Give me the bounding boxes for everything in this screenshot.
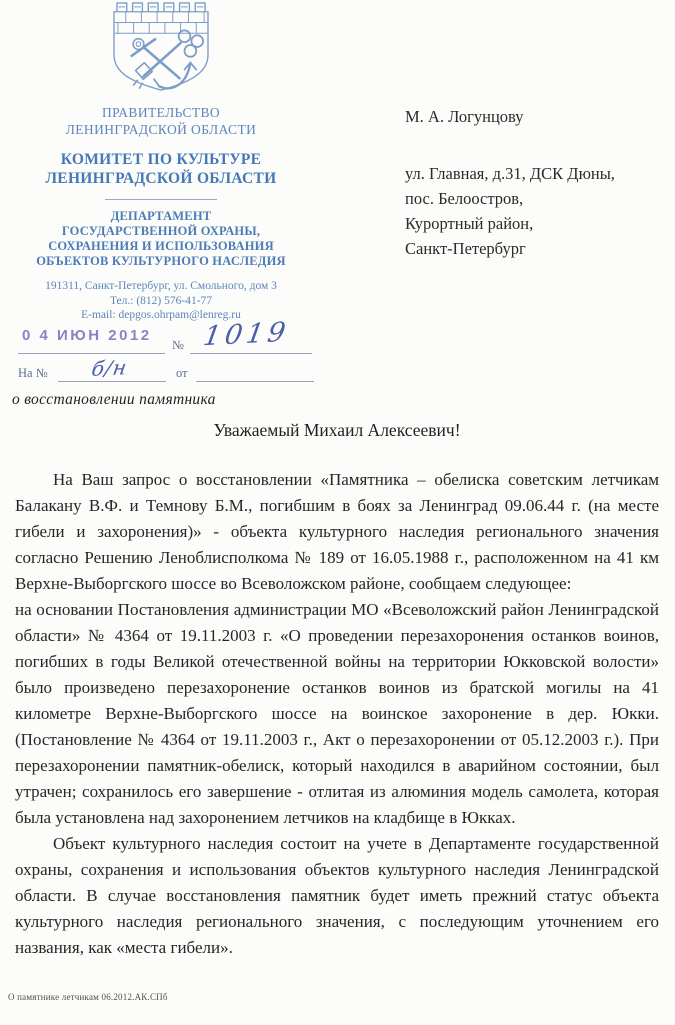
- date-stamp: 0 4 ИЮН 2012: [22, 327, 152, 344]
- letterhead-contact-block: [0, 279, 322, 323]
- committee-title-line2: ЛЕНИНГРАДСКОЙ ОБЛАСТИ: [45, 170, 277, 187]
- government-title-line1: ПРАВИТЕЛЬСТВО: [101, 105, 221, 120]
- date-underline: [18, 353, 165, 354]
- department-title-line3: СОХРАНЕНИЯ И ИСПОЛЬЗОВАНИЯ: [48, 239, 274, 253]
- recipient-address-line3: Курортный район,: [405, 214, 534, 233]
- recipient-block: [405, 105, 615, 261]
- letterhead-email: E-mail: depgos.ohrpam@lenreg.ru: [81, 309, 241, 321]
- committee-title: [0, 150, 322, 188]
- from-date-label: от: [176, 366, 188, 380]
- incoming-number-underline: [58, 381, 166, 382]
- incoming-number-label: На №: [18, 366, 48, 380]
- file-reference-note: О памятнике летчикам 06.2012.АК.СПб: [8, 992, 168, 1002]
- letterhead: [0, 0, 322, 323]
- committee-title-line1: КОМИТЕТ ПО КУЛЬТУРЕ: [60, 151, 262, 168]
- recipient-address-line4: Санкт-Петербург: [405, 239, 526, 258]
- department-title: [0, 209, 322, 269]
- from-date-underline: [196, 381, 314, 382]
- department-title-line4: ОБЪЕКТОВ КУЛЬТУРНОГО НАСЛЕДИЯ: [36, 254, 286, 268]
- handwritten-outgoing-number: 1019: [201, 316, 292, 353]
- body-paragraph-1: На Ваш запрос о восстановлении «Памятника – обелиска советским летчикам Балакану В.Ф. и Темнову Б.М., погибшим в боях за Ленинград 09.06.44 г. (на месте гибели и захоронения)» - объекта культурного наследия регионального значения согласно Решению Леноблисполкома № 189 от 16.05.1988 г., расположенном на 41 км Верхне-Выборгского шоссе во Всеволожском районе, сообщаем следующее:: [15, 470, 659, 593]
- subject-line: о восстановлении памятника: [12, 391, 216, 408]
- coat-of-arms-icon: [110, 0, 212, 94]
- department-title-line1: ДЕПАРТАМЕНТ: [110, 209, 212, 223]
- recipient-address: [405, 161, 615, 261]
- body-paragraph-2: на основании Постановления администрации МО «Всеволожский район Ленинградской области» № 4364 от 19.11.2003 г. «О проведении перезахоронения останков воинов, погибших в годы Великой отечественной войны на территории Юкковской волости» было произведено перезахоронение останков воинов из братской могилы на 41 километре Верхне-Выборгского шоссе на воинское захоронение в дер. Юкки. (Постановление № 4364 от 19.11.2003 г., Акт о перезахоронении от 05.12.2003 г.). При перезахоронении памятник-обелиск, который находился в аварийном состоянии, был утрачен; сохранилось его завершение - отлитая из алюминия модель самолета, которая была установлена над захоронением летчиков на кладбище в Юкках.: [15, 600, 659, 827]
- number-underline: [190, 353, 312, 354]
- recipient-name: М. А. Логунцову: [405, 107, 524, 126]
- handwritten-incoming-number: б/н: [89, 355, 130, 381]
- department-title-line2: ГОСУДАРСТВЕННОЙ ОХРАНЫ,: [61, 224, 261, 238]
- salutation: Уважаемый Михаил Алексеевич!: [213, 420, 461, 440]
- letterhead-divider: [105, 199, 217, 200]
- letterhead-phone: Тел.: (812) 576-41-77: [109, 294, 213, 307]
- body-paragraph-3: Объект культурного наследия состоит на учете в Департаменте государственной охраны, сохранения и использования объектов культурного наследия Ленинградской области. В случае восстановления памятник будет иметь прежний статус объекта культурного наследия регионального значения, с последующим уточнением его названия, как «места гибели».: [15, 834, 659, 957]
- letter-body: [15, 420, 659, 961]
- recipient-address-line2: пос. Белоостров,: [405, 189, 524, 208]
- letterhead-postal-address: 191311, Санкт-Петербург, ул. Смольного, дом 3: [45, 280, 277, 292]
- government-title-line2: ЛЕНИНГРАДСКОЙ ОБЛАСТИ: [65, 122, 257, 137]
- recipient-address-line1: ул. Главная, д.31, ДСК Дюны,: [405, 164, 615, 183]
- number-label: №: [172, 338, 184, 352]
